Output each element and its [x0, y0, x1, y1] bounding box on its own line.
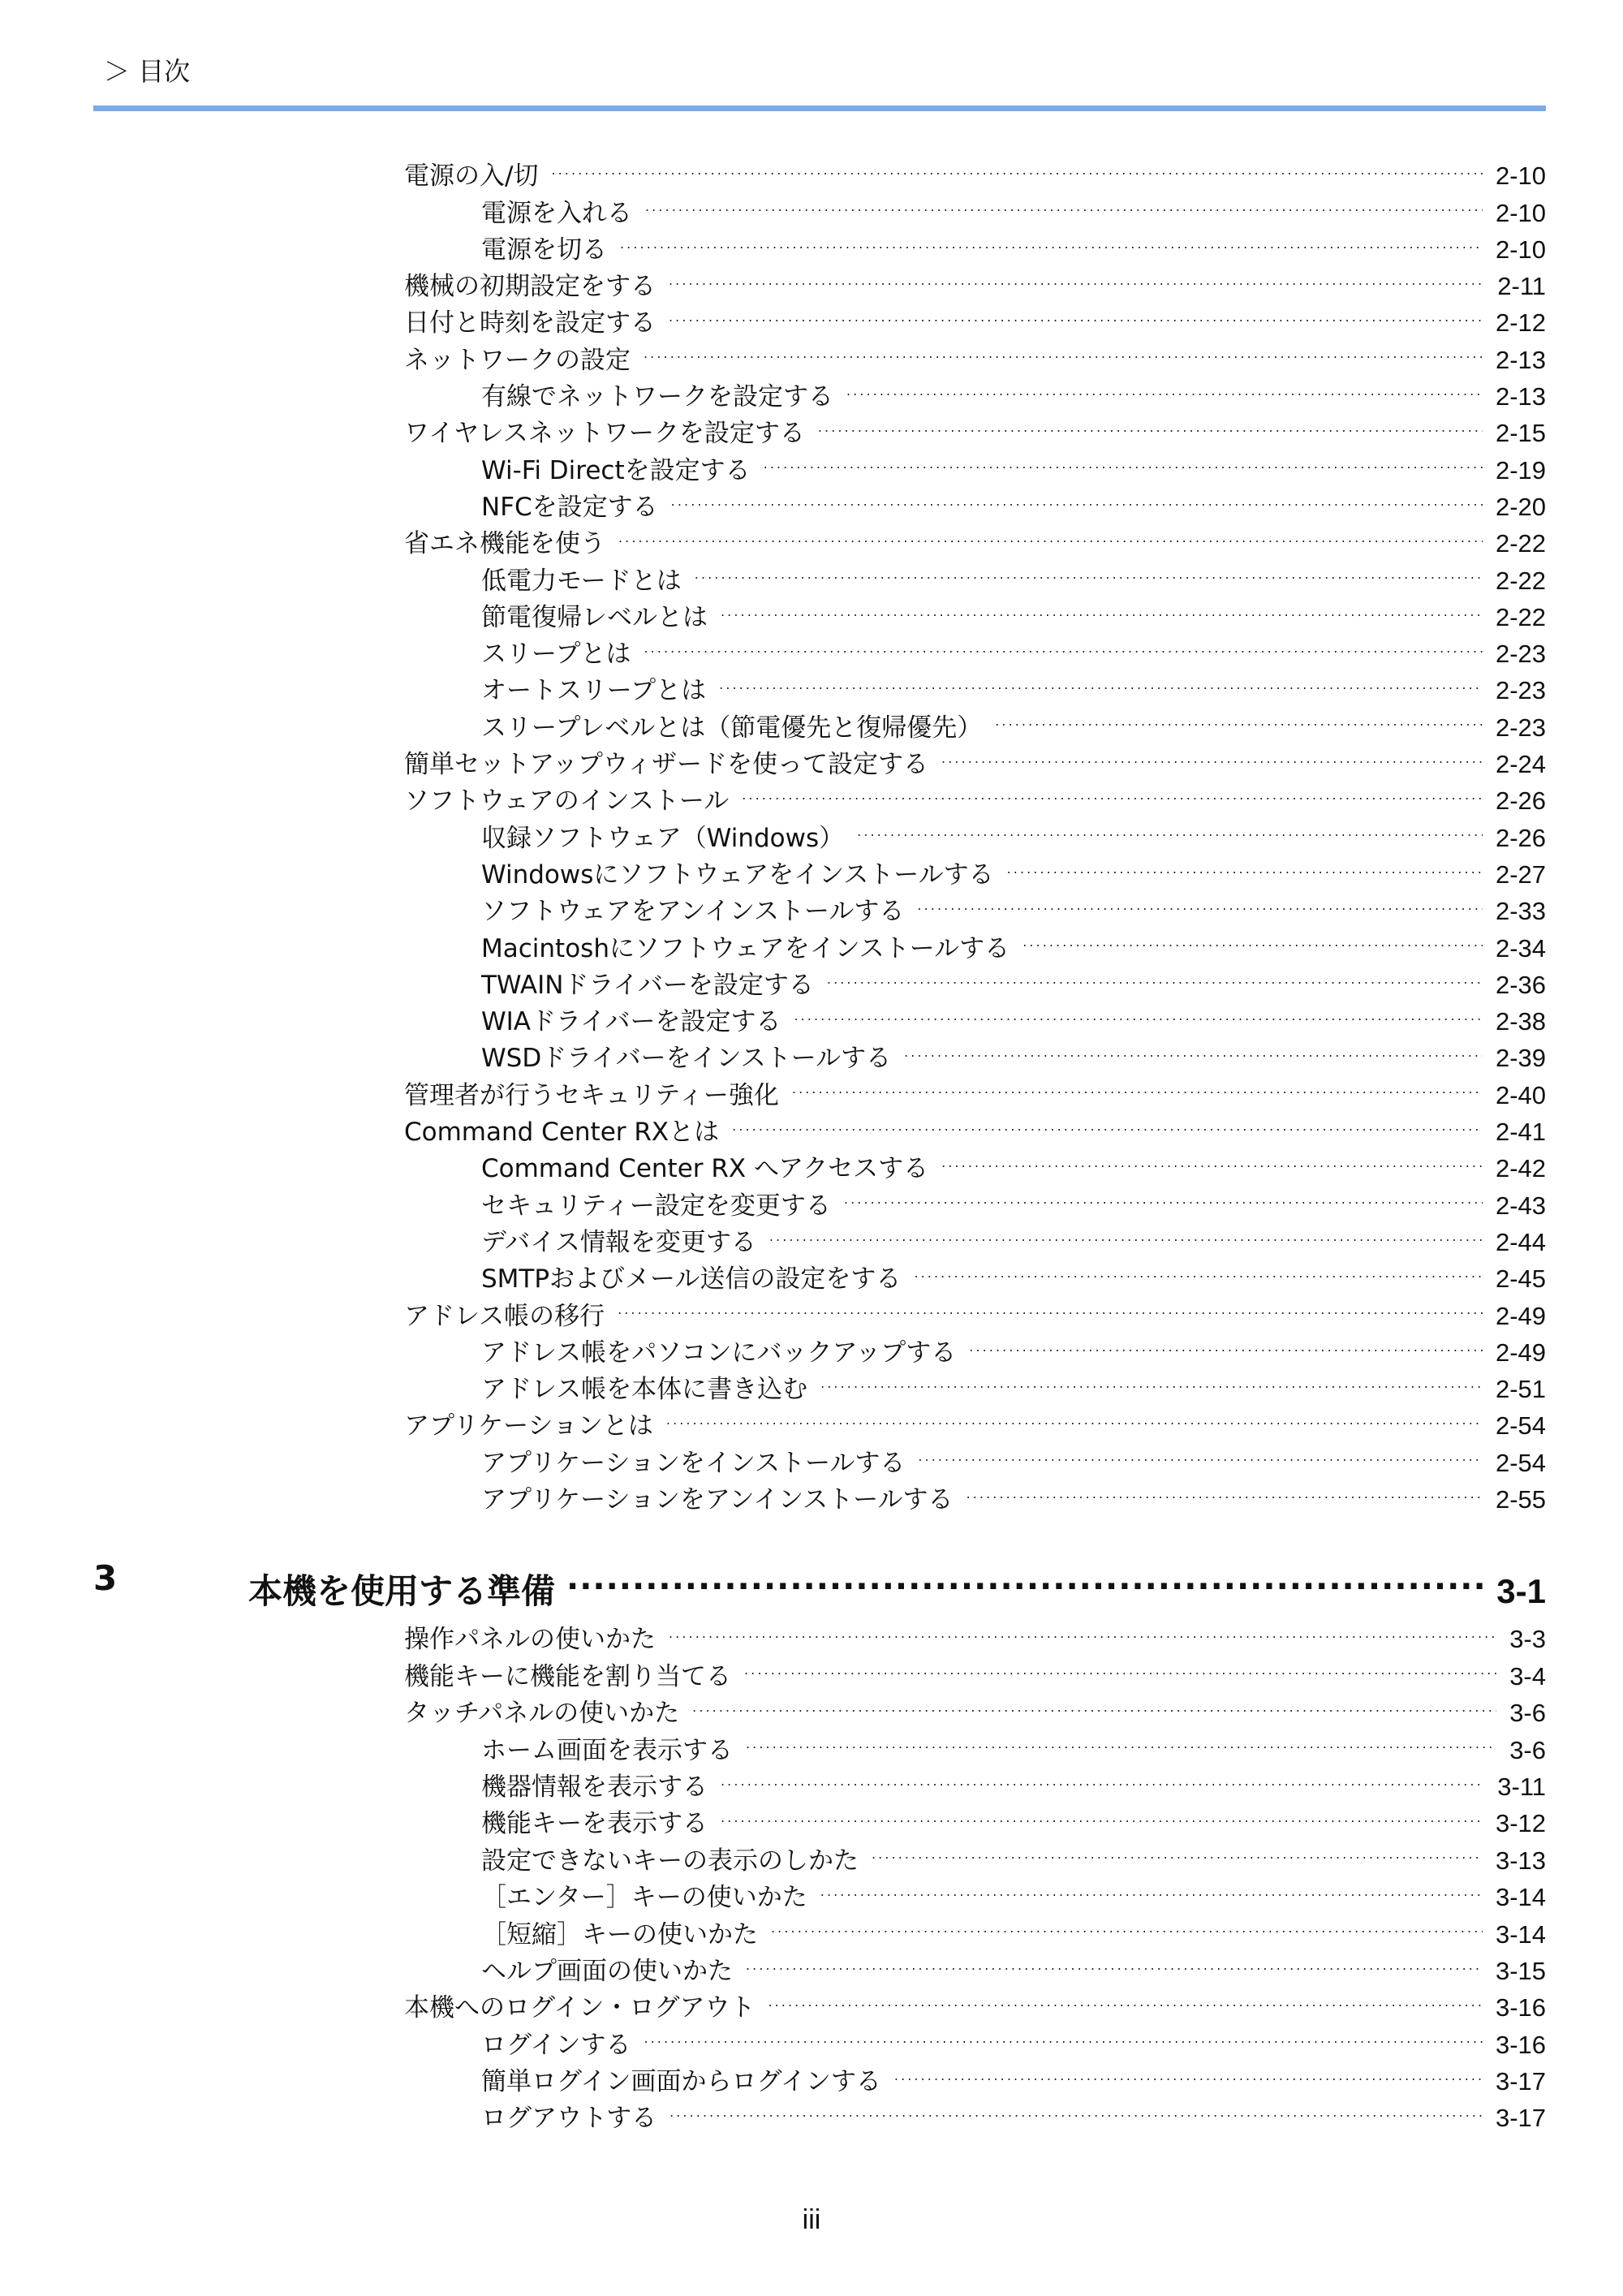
toc-list-before	[0, 148, 1623, 1514]
toc-leader-dots	[671, 479, 1483, 515]
toc-entry-title: アプリケーションとは	[404, 1411, 653, 1441]
toc-entry[interactable]	[0, 1214, 1623, 1257]
toc-entry[interactable]	[0, 1325, 1623, 1368]
toc-leader-dots	[818, 405, 1483, 442]
toc-entry-title: アドレス帳の移行	[404, 1301, 605, 1331]
toc-leader-dots	[966, 1471, 1483, 1508]
toc-leader-dots	[764, 442, 1483, 478]
toc-entry-page: 3-15	[1495, 1956, 1546, 1985]
toc-leader-dots	[1022, 920, 1483, 956]
toc-leader-dots	[914, 1251, 1483, 1287]
toc-entry-title: ソフトウェアをアンインストールする	[481, 897, 905, 927]
toc-entry-title: タッチパネルの使いかた	[404, 1699, 680, 1729]
toc-leader-dots	[732, 1104, 1483, 1140]
toc-entry[interactable]	[0, 1759, 1623, 1802]
toc-entry-page: 2-12	[1495, 308, 1546, 338]
toc-leader-dots	[769, 1214, 1483, 1251]
toc-entry-title: 省エネ機能を使う	[404, 529, 605, 559]
toc-leader-dots	[721, 1795, 1483, 1832]
toc-entry[interactable]	[0, 773, 1623, 816]
toc-entry-title: 本機へのログイン・ログアウト	[404, 1993, 756, 2023]
toc-list-after	[0, 1611, 1623, 2134]
toc-leader-dots	[551, 148, 1483, 184]
toc-entry-title: 管理者が行うセキュリティー強化	[404, 1080, 779, 1110]
toc-entry[interactable]	[0, 1906, 1623, 1949]
toc-entry[interactable]	[0, 1251, 1623, 1294]
toc-entry[interactable]	[0, 993, 1623, 1037]
toc-leader-dots	[917, 883, 1483, 920]
toc-entry-page: 2-39	[1495, 1044, 1546, 1073]
toc-entry-title: Windowsにソフトウェアをインストールする	[481, 859, 994, 890]
toc-entry-title: 機能キーに機能を割り当てる	[404, 1661, 731, 1691]
toc-entry-title: 機器情報を表示する	[481, 1772, 708, 1802]
toc-entry-title: オートスリープとは	[481, 676, 707, 706]
toc-leader-dots	[794, 993, 1483, 1030]
toc-entry-page: 3-17	[1495, 2067, 1546, 2096]
toc-entry-title: スリープレベルとは（節電優先と復帰優先）	[481, 713, 983, 743]
toc-entry-title: ログインする	[481, 2030, 631, 2060]
toc-entry[interactable]	[0, 479, 1623, 522]
toc-entry[interactable]	[0, 1434, 1623, 1478]
toc-entry-page: 2-19	[1495, 455, 1546, 485]
toc-entry-page: 2-13	[1495, 345, 1546, 374]
toc-leader-dots	[721, 589, 1483, 626]
toc-entry-title: アプリケーションをアンインストールする	[481, 1484, 954, 1514]
toc-entry-title: Command Center RX へアクセスする	[481, 1154, 929, 1184]
toc-leader-dots	[669, 258, 1484, 295]
toc-entry[interactable]	[0, 1979, 1623, 2023]
toc-entry-title: デバイス情報を変更する	[481, 1227, 756, 1257]
toc-entry-page: 3-4	[1509, 1661, 1546, 1691]
toc-entry-page: 3-6	[1509, 1735, 1546, 1764]
toc-entry[interactable]	[0, 957, 1623, 1000]
toc-entry[interactable]	[0, 1685, 1623, 1729]
toc-leader-dots	[820, 1361, 1483, 1398]
toc-entry[interactable]	[0, 258, 1623, 302]
toc-entry-page: 2-13	[1495, 382, 1546, 411]
toc-entry[interactable]	[0, 1140, 1623, 1184]
toc-leader-dots	[941, 1140, 1483, 1177]
toc-leader-dots	[827, 957, 1483, 993]
toc-entry-page: 3-13	[1495, 1846, 1546, 1875]
toc-entry-page: 3-16	[1495, 2030, 1546, 2059]
toc-entry-page: 2-41	[1495, 1118, 1546, 1147]
toc-leader-dots	[771, 1906, 1483, 1942]
toc-entry[interactable]	[0, 736, 1623, 780]
toc-entry-page: 3-16	[1495, 1993, 1546, 2022]
toc-entry-page: 2-34	[1495, 933, 1546, 963]
toc-leader-dots	[857, 809, 1483, 846]
toc-entry-title: WIAドライバーを設定する	[481, 1007, 781, 1037]
toc-entry[interactable]	[0, 442, 1623, 485]
toc-entry[interactable]	[0, 405, 1623, 449]
toc-entry-page: 2-15	[1495, 419, 1546, 448]
toc-entry-title: 有線でネットワークを設定する	[481, 382, 833, 412]
toc-leader-dots	[695, 552, 1483, 588]
toc-entry[interactable]	[0, 589, 1623, 632]
toc-entry-page: 2-10	[1495, 198, 1546, 227]
toc-entry[interactable]	[0, 883, 1623, 927]
chapter-page: 3-1	[1496, 1572, 1546, 1610]
toc-entry-title: 簡単ログイン画面からログインする	[481, 2067, 881, 2097]
toc-entry-title: セキュリティー設定を変更する	[481, 1191, 831, 1221]
toc-entry[interactable]	[0, 295, 1623, 338]
toc-leader-dots	[618, 1287, 1483, 1324]
toc-entry-page: 3-14	[1495, 1919, 1546, 1949]
toc-leader-dots	[904, 1030, 1483, 1066]
toc-entry[interactable]	[0, 2090, 1623, 2134]
toc-leader-dots	[894, 2053, 1483, 2090]
toc-leader-dots	[744, 1648, 1496, 1684]
toc-entry-title: アドレス帳を本体に書き込む	[481, 1375, 808, 1405]
toc-entry[interactable]	[0, 1795, 1623, 1839]
toc-entry-page: 2-51	[1495, 1375, 1546, 1404]
toc-entry-page: 2-20	[1495, 492, 1546, 521]
toc-entry[interactable]	[0, 920, 1623, 963]
toc-leader-dots	[620, 222, 1483, 258]
toc-entry[interactable]	[0, 1104, 1623, 1148]
toc-entry-title: TWAINドライバーを設定する	[481, 970, 814, 1000]
toc-entry-page: 3-14	[1495, 1883, 1546, 1912]
toc-entry[interactable]	[0, 1869, 1623, 1913]
toc-entry[interactable]	[0, 699, 1623, 743]
toc-entry[interactable]	[0, 552, 1623, 596]
toc-entry-title: アプリケーションをインストールする	[481, 1448, 906, 1478]
toc-entry-title: 節電復帰レベルとは	[481, 602, 708, 632]
toc-entry-page: 2-33	[1495, 897, 1546, 926]
toc-entry[interactable]	[0, 1611, 1623, 1655]
toc-entry[interactable]	[0, 368, 1623, 412]
toc-leader-dots	[644, 626, 1483, 662]
toc-entry-page: 3-12	[1495, 1809, 1546, 1838]
toc-entry-title: ネットワークの設定	[404, 345, 631, 375]
toc-entry[interactable]	[0, 1832, 1623, 1876]
toc-entry[interactable]	[0, 2016, 1623, 2060]
toc-entry[interactable]	[0, 662, 1623, 706]
toc-leader-dots	[844, 1177, 1483, 1213]
toc-entry-page: 2-23	[1495, 640, 1546, 669]
chapter-leader	[566, 1554, 1485, 1603]
toc-entry-page: 2-23	[1495, 713, 1546, 742]
chapter-title: 本機を使用する準備	[248, 1571, 556, 1611]
toc-leader-dots	[669, 1611, 1496, 1648]
toc-entry-title: ［短縮］キーの使いかた	[481, 1919, 758, 1949]
toc-entry[interactable]	[0, 2053, 1623, 2097]
toc-entry-title: ソフトウェアのインストール	[404, 786, 730, 816]
chapter-heading[interactable]	[0, 1554, 1623, 1611]
toc-entry[interactable]	[0, 1177, 1623, 1221]
toc-entry-title: Macintoshにソフトウェアをインストールする	[481, 933, 1010, 963]
toc-leader-dots	[719, 662, 1483, 699]
toc-entry[interactable]	[0, 515, 1623, 559]
toc-entry-title: NFCを設定する	[481, 492, 658, 522]
toc-leader-dots	[1007, 846, 1483, 883]
toc-entry[interactable]	[0, 1648, 1623, 1691]
toc-entry[interactable]	[0, 222, 1623, 265]
header-rule	[93, 106, 1546, 111]
toc-entry-page: 2-43	[1495, 1191, 1546, 1220]
toc-entry-page: 2-54	[1495, 1448, 1546, 1477]
toc-entry-title: スリープとは	[481, 640, 631, 670]
toc-entry-title: 日付と時刻を設定する	[404, 308, 656, 338]
toc-leader-dots	[618, 515, 1483, 552]
toc-entry-page: 2-54	[1495, 1411, 1546, 1441]
toc-leader-dots	[644, 2016, 1483, 2053]
toc-entry-title: 簡単セットアップウィザードを使って設定する	[404, 750, 929, 780]
toc-entry-title: 電源を入れる	[481, 198, 632, 228]
toc-leader-dots	[846, 368, 1483, 405]
toc-entry-page: 2-49	[1495, 1301, 1546, 1330]
toc-leader-dots	[969, 1325, 1483, 1361]
toc-entry-title: 機能キーを表示する	[481, 1809, 708, 1839]
toc-leader-dots	[746, 1943, 1483, 1979]
toc-entry[interactable]	[0, 1030, 1623, 1074]
toc-entry-page: 3-11	[1497, 1772, 1546, 1801]
toc-entry-page: 2-26	[1495, 823, 1546, 852]
toc-entry-page: 2-23	[1495, 676, 1546, 705]
toc-entry-title: ヘルプ画面の使いかた	[481, 1956, 733, 1986]
breadcrumb[interactable]: ＞ 目次	[104, 56, 191, 87]
toc-leader-dots	[995, 699, 1483, 735]
toc-entry-page: 2-11	[1497, 272, 1546, 301]
toc-leader-dots	[669, 295, 1483, 331]
toc-entry-page: 3-3	[1509, 1625, 1546, 1654]
toc-leader-dots	[792, 1066, 1483, 1103]
toc-entry-title: 電源を切る	[481, 235, 607, 265]
toc-entry[interactable]	[0, 1361, 1623, 1405]
toc-leader-dots	[692, 1685, 1496, 1721]
toc-entry-title: SMTPおよびメール送信の設定をする	[481, 1264, 902, 1294]
toc-entry-title: 電源の入/切	[404, 162, 539, 192]
toc-leader-dots	[644, 331, 1483, 368]
toc-entry-page: 2-22	[1495, 602, 1546, 631]
toc-entry[interactable]	[0, 184, 1623, 228]
toc-entry[interactable]	[0, 1066, 1623, 1110]
toc-entry-title: 収録ソフトウェア（Windows）	[481, 823, 845, 853]
toc-entry[interactable]	[0, 1943, 1623, 1986]
toc-entry-page: 2-10	[1495, 162, 1546, 191]
toc-entry-title: 操作パネルの使いかた	[404, 1625, 656, 1655]
toc-entry-title: ログアウトする	[481, 2104, 657, 2134]
toc-entry-page: 2-10	[1495, 235, 1546, 264]
toc-entry-title: ホーム画面を表示する	[481, 1735, 733, 1765]
toc-entry-title: ワイヤレスネットワークを設定する	[404, 419, 805, 449]
toc-entry[interactable]	[0, 846, 1623, 890]
toc-entry[interactable]	[0, 1721, 1623, 1765]
toc-entry-page: 2-38	[1495, 1007, 1546, 1036]
toc-entry-page: 2-27	[1495, 859, 1546, 889]
toc-leader-dots	[872, 1832, 1483, 1868]
toc-entry-page: 2-24	[1495, 750, 1546, 779]
toc-entry-page: 3-17	[1495, 2104, 1546, 2133]
toc-entry[interactable]	[0, 1398, 1623, 1441]
toc-leader-dots	[645, 184, 1483, 221]
toc-entry-page: 2-45	[1495, 1264, 1546, 1294]
toc-leader-dots	[669, 2090, 1483, 2126]
toc-leader-dots	[666, 1398, 1483, 1434]
toc-entry[interactable]	[0, 626, 1623, 670]
toc-entry-title: アドレス帳をパソコンにバックアップする	[481, 1338, 957, 1368]
toc-entry-page: 2-49	[1495, 1338, 1546, 1367]
toc-leader-dots	[742, 773, 1483, 809]
toc-leader-dots	[820, 1869, 1483, 1906]
toc-entry[interactable]	[0, 809, 1623, 853]
toc-entry-page: 2-42	[1495, 1154, 1546, 1183]
toc-leader-dots	[941, 736, 1483, 773]
toc-entry-title: Command Center RXとは	[404, 1118, 720, 1148]
toc-leader-dots	[721, 1759, 1484, 1795]
toc-entry[interactable]	[0, 1471, 1623, 1514]
toc-leader-dots	[746, 1721, 1496, 1758]
toc-entry-title: 機械の初期設定をする	[404, 272, 656, 302]
toc-entry-page: 3-6	[1509, 1699, 1546, 1728]
toc-entry-title: Wi-Fi Directを設定する	[481, 455, 751, 485]
toc-entry[interactable]	[0, 1287, 1623, 1331]
toc-entry[interactable]	[0, 331, 1623, 375]
toc-entry-title: 低電力モードとは	[481, 566, 682, 596]
toc-entry-title: ［エンター］キーの使いかた	[481, 1883, 807, 1913]
toc-entry[interactable]	[0, 148, 1623, 192]
toc-entry-title: 設定できないキーの表示のしかた	[481, 1846, 859, 1876]
page-number: iii	[802, 2204, 821, 2235]
toc-entry-page: 2-22	[1495, 529, 1546, 558]
toc-entry-page: 2-40	[1495, 1080, 1546, 1109]
toc-entry-page: 2-36	[1495, 970, 1546, 999]
toc-entry-page: 2-44	[1495, 1227, 1546, 1256]
toc-leader-dots	[918, 1434, 1483, 1471]
toc-entry-page: 2-55	[1495, 1484, 1546, 1514]
toc-leader-dots	[768, 1979, 1483, 2016]
toc-entry-page: 2-22	[1495, 566, 1546, 595]
chapter-number: 3	[93, 1558, 118, 1598]
toc-entry-page: 2-26	[1495, 786, 1546, 816]
toc-entry-title: WSDドライバーをインストールする	[481, 1044, 892, 1074]
